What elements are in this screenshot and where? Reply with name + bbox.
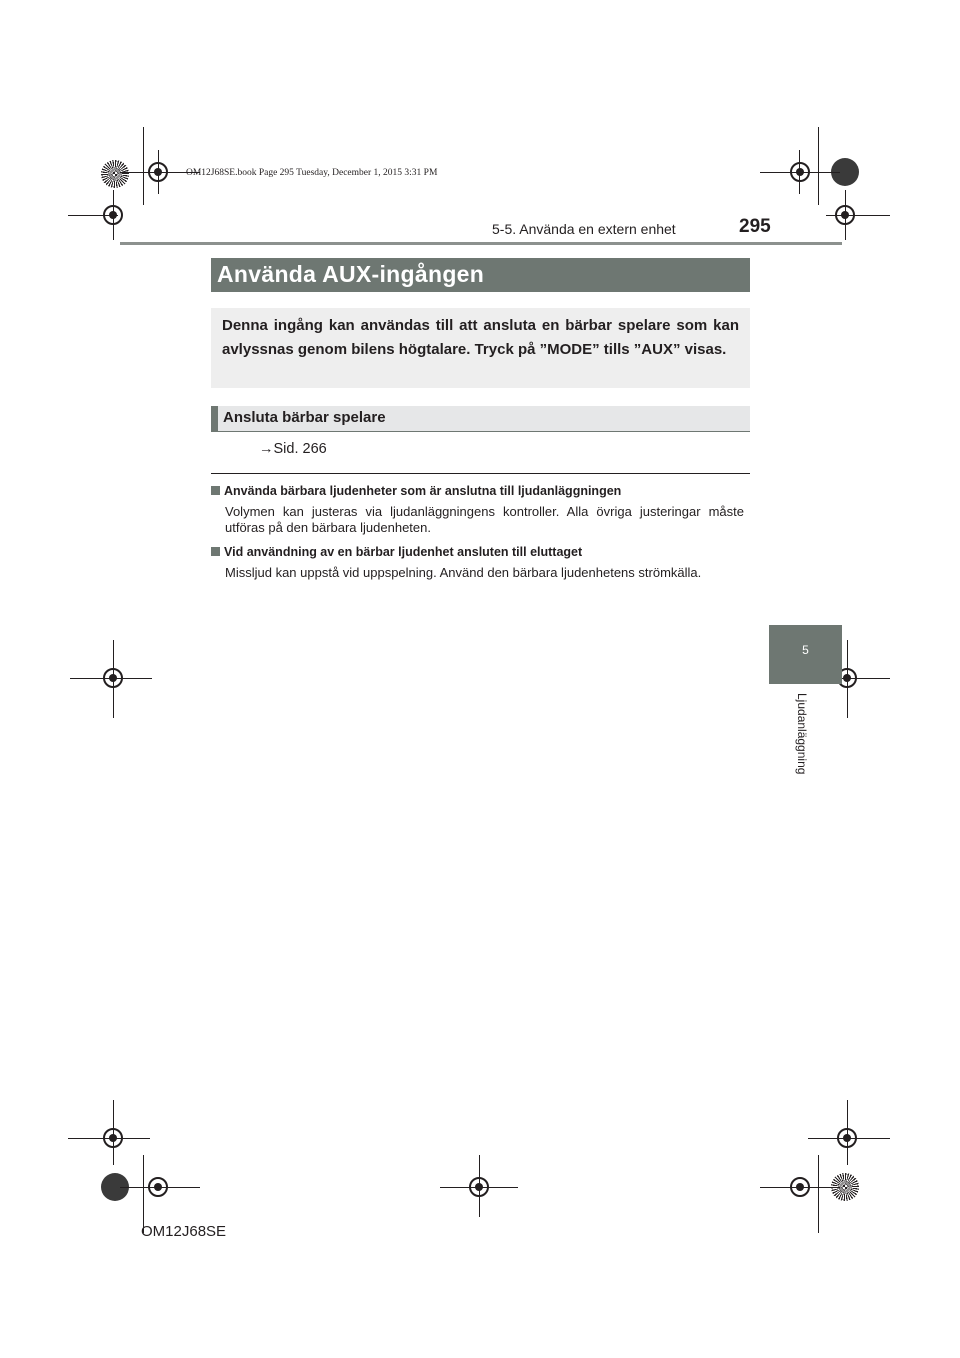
crop-line (818, 127, 819, 205)
book-info: OM12J68SE.book Page 295 Tuesday, December 1, 2015 3:31 PM (186, 168, 438, 178)
note-body: Missljud kan uppstå vid uppspelning. Använd den bärbara ljudenhetens strömkälla. (225, 565, 702, 580)
note-heading (211, 484, 621, 498)
crop-line (158, 150, 159, 194)
crop-line (818, 1155, 819, 1233)
crop-line (143, 1155, 144, 1233)
registration-crosshair-icon (103, 205, 123, 225)
notes-divider (211, 473, 750, 474)
intro-text: Denna ingång kan användas till att ansluta en bärbar spelare som kan avlyssnas genom bilens högtalare. Tryck på ”MODE” tills ”AUX” visas. (222, 317, 739, 358)
footer-code: OM12J68SE (141, 1223, 227, 1240)
registration-crosshair-icon (148, 1177, 168, 1197)
square-bullet-icon (211, 486, 220, 495)
square-bullet-icon (211, 547, 220, 556)
chapter-tab (769, 625, 842, 684)
registration-crosshair-icon (790, 1177, 810, 1197)
note-heading-text: Använda bärbara ljudenheter som är anslutna till ljudanläggningen (224, 484, 622, 498)
crop-line (143, 127, 144, 205)
header-divider (120, 242, 842, 245)
registration-crosshair-icon (103, 1128, 123, 1148)
page-reference-link[interactable]: →Sid. 266 (259, 441, 327, 457)
subsection-title: Ansluta bärbar spelare (223, 409, 386, 426)
note-heading (211, 545, 582, 559)
note-body: Volymen kan justeras via ljudanläggningens kontroller. Alla övriga justeringar måste utföras på den bärbara ljudenheten. (225, 504, 744, 535)
registration-crosshair-icon (790, 162, 810, 182)
subsection-accent (211, 406, 218, 431)
registration-starburst-icon (101, 160, 129, 188)
registration-crosshair-icon (103, 668, 123, 688)
registration-crosshair-icon (469, 1177, 489, 1197)
chapter-label: Ljudanläggning (795, 693, 809, 775)
crop-line (799, 150, 800, 194)
registration-crosshair-icon (837, 1128, 857, 1148)
page-number: 295 (739, 216, 771, 237)
page-title: Använda AUX-ingången (217, 261, 485, 287)
header-section-title: 5-5. Använda en extern enhet (492, 221, 676, 237)
note-heading-text: Vid användning av en bärbar ljudenhet ansluten till eluttaget (224, 545, 583, 559)
registration-crosshair-icon (835, 205, 855, 225)
chapter-number: 5 (802, 643, 809, 657)
subsection-underline (211, 431, 750, 432)
